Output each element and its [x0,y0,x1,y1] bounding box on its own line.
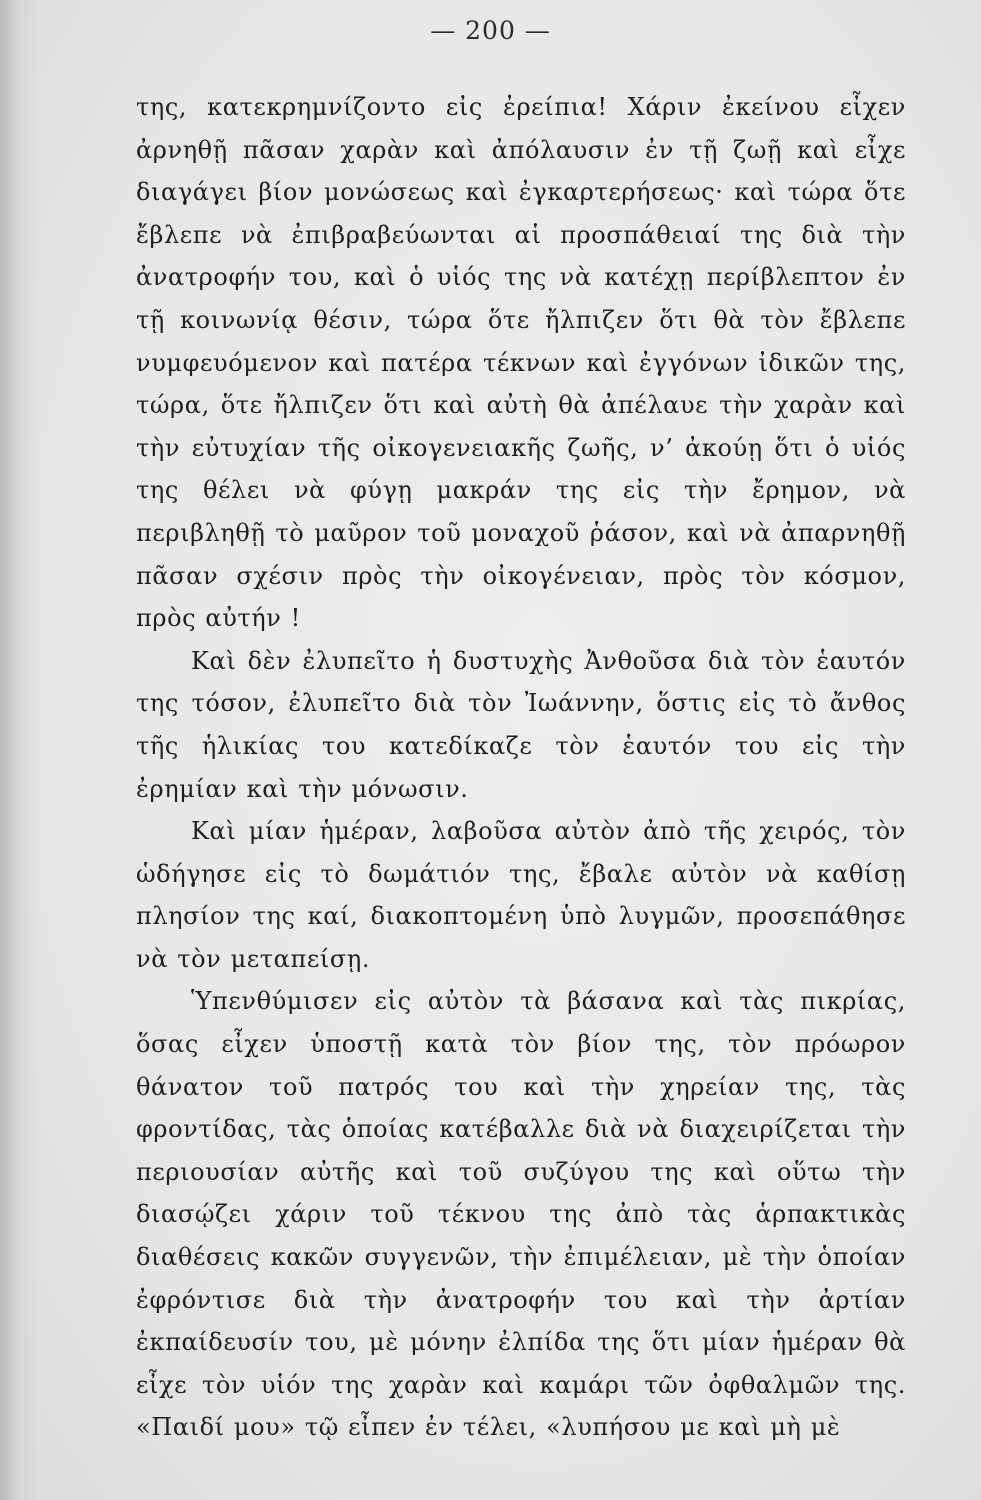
paragraph-1: της, κατεκρημνίζοντο εἰς ἐρείπια! Χάριν ἐκείνου εἶχεν ἀρνηθῇ πᾶσαν χαρὰν καὶ ἀπόλαυσιν ἐν τῇ ζωῇ καὶ εἶχε διαγάγει βίον μονώσεως καὶ ἐγκαρτερήσεως· καὶ τώρα ὅτε ἔβλεπε νὰ ἐπιβραβεύωνται αἱ προσπάθειαί της διὰ τὴν ἀνατροφήν του, καὶ ὁ υἱός της νὰ κατέχῃ περίβλεπτον ἐν τῇ κοινωνίᾳ θέσιν, τώρα ὅτε ἤλπιζεν ὅτι θὰ τὸν ἔβλεπε νυμφευόμενον καὶ πατέρα τέκνων καὶ ἐγγόνων ἰδικῶν της, τώρα, ὅτε ἤλπιζεν ὅτι καὶ αὐτὴ θὰ ἀπέλαυε τὴν χαρὰν καὶ τὴν εὐτυχίαν τῆς οἰκογενειακῆς ζωῆς, ν’ ἀκούῃ ὅτι ὁ υἱός της θέλει νὰ φύγῃ μακράν της εἰς τὴν ἔρημον, νὰ περιβληθῇ τὸ μαῦρον τοῦ μοναχοῦ ῥάσον, καὶ νὰ ἀπαρνηθῇ πᾶσαν σχέσιν πρὸς τὴν οἰκογένειαν, πρὸς τὸν κόσμον, πρὸς αὐτήν ! [136,93,906,633]
paragraph-4: Ὑπενθύμισεν εἰς αὐτὸν τὰ βάσανα καὶ τὰς πικρίας, ὅσας εἶχεν ὑποστῇ κατὰ τὸν βίον της, τὸν πρόωρον θάνατον τοῦ πατρός του καὶ τὴν χηρείαν της, τὰς φροντίδας, τὰς ὁποίας κατέβαλλε διὰ νὰ διαχειρίζεται τὴν περιουσίαν αὐτῆς καὶ τοῦ συζύγου της καὶ οὕτω τὴν διασῴζει χάριν τοῦ τέκνου της ἀπὸ τὰς ἁρπακτικὰς διαθέσεις κακῶν συγγενῶν, τὴν ἐπιμέλειαν, μὲ τὴν ὁποίαν ἐφρόντισε διὰ τὴν ἀνατροφήν του καὶ τὴν ἀρτίαν ἐκπαίδευσίν του, μὲ μόνην ἐλπίδα της ὅτι μίαν ἡμέραν θὰ εἶχε τὸν υἱόν της χαρὰν καὶ καμάρι τῶν ὀφθαλμῶν της. «Παιδί μου» τῷ εἶπεν ἐν τέλει, «λυπήσου με καὶ μὴ μὲ [136,987,906,1442]
paragraph-3: Καὶ μίαν ἡμέραν, λαβοῦσα αὐτὸν ἀπὸ τῆς χειρός, τὸν ὡδήγησε εἰς τὸ δωμάτιόν της, ἔβαλε αὐτὸν νὰ καθίσῃ πλησίον της καί, διακοπτομένη ὑπὸ λυγμῶν, προσεπάθησε νὰ τὸν μεταπείσῃ. [136,817,906,973]
paragraph-2: Καὶ δὲν ἐλυπεῖτο ἡ δυστυχὴς Ἀνθοῦσα διὰ τὸν ἑαυτόν της τόσον, ἐλυπεῖτο διὰ τὸν Ἰωάννην, ὅστις εἰς τὸ ἄνθος τῆς ἡλικίας του κατεδίκαζε τὸν ἑαυτόν του εἰς τὴν ἐρημίαν καὶ τὴν μόνωσιν. [136,646,906,803]
page-number: — 200 — [430,16,551,45]
body-text [136,86,906,1449]
binding-shadow [0,0,40,1500]
